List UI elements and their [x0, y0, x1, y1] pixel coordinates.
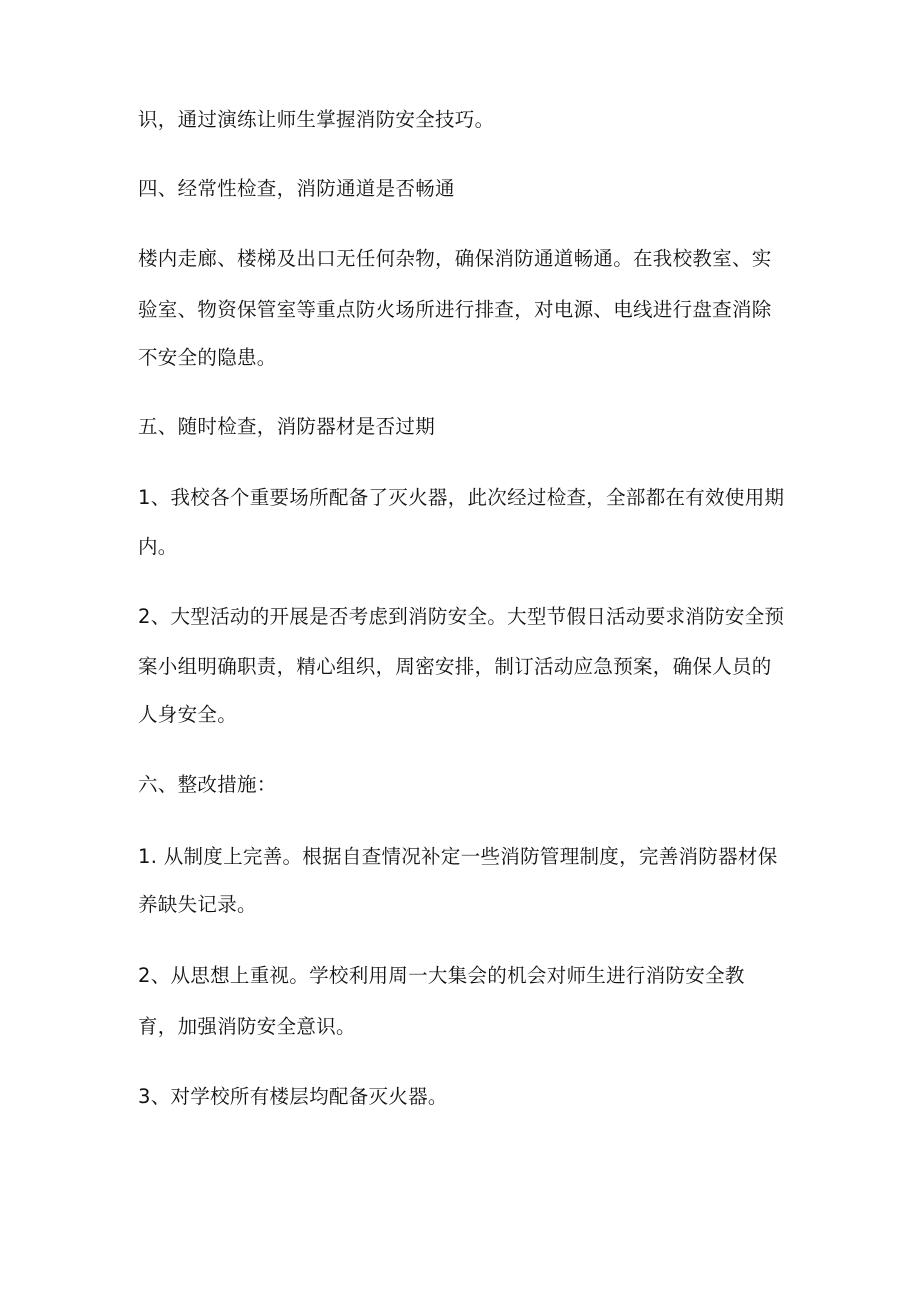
- paragraph-line: 1、我校各个重要场所配备了灭火器，此次经过检查，全部都在有效使用期: [138, 486, 785, 509]
- paragraph-line: 人身安全。: [138, 703, 238, 726]
- paragraph-line: 养缺失记录。: [138, 893, 257, 916]
- paragraph-line: 育，加强消防安全意识。: [138, 1015, 356, 1038]
- paragraph-line: 案小组明确职责，精心组织，周密安排，制订活动应急预案，确保人员的: [138, 655, 772, 678]
- paragraph-line: 2、从思想上重视。学校利用周一大集会的机会对师生进行消防安全教: [138, 964, 745, 987]
- paragraph-line: 内。: [138, 535, 178, 558]
- paragraph-line: 1. 从制度上完善。根据自查情况补定一些消防管理制度，完善消防器材保: [138, 845, 778, 868]
- paragraph-line: 验室、物资保管室等重点防火场所进行排查，对电源、电线进行盘查消除: [138, 298, 772, 321]
- paragraph-line: 楼内走廊、楼梯及出口无任何杂物，确保消防通道畅通。在我校教室、实: [138, 247, 772, 270]
- paragraph-line: 不安全的隐患。: [138, 346, 277, 369]
- paragraph-line: 3、对学校所有楼层均配备灭火器。: [138, 1085, 448, 1108]
- paragraph-line: 识，通过演练让师生掌握消防安全技巧。: [138, 108, 495, 131]
- section-heading-5: 五、随时检查，消防器材是否过期: [138, 415, 436, 438]
- section-heading-4: 四、经常性检查，消防通道是否畅通: [138, 177, 455, 200]
- paragraph-line: 2、大型活动的开展是否考虑到消防安全。大型节假日活动要求消防安全预: [138, 605, 785, 628]
- section-heading-6: 六、整改措施：: [138, 773, 277, 796]
